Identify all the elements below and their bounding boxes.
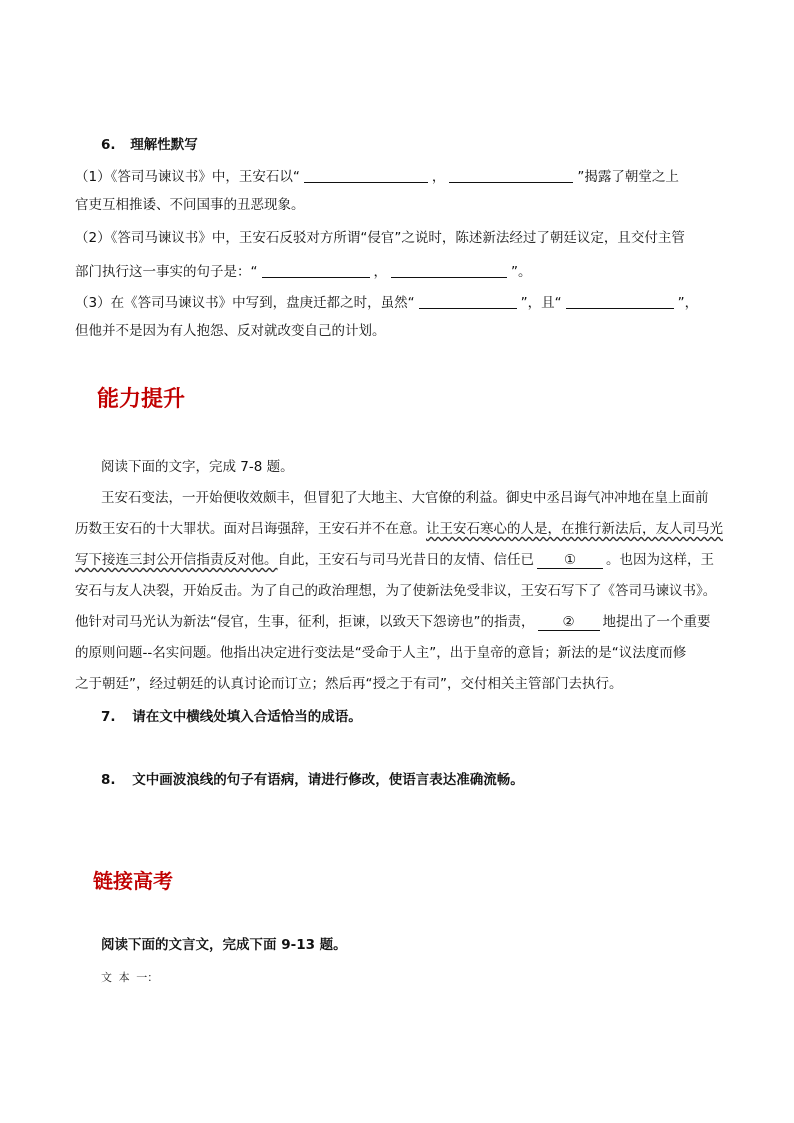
answer-blank[interactable] bbox=[419, 294, 517, 309]
exam-intro: 阅读下面的文言文，完成下面 9-13 题。 bbox=[101, 937, 347, 953]
passage-intro: 阅读下面的文字，完成 7-8 题。 bbox=[101, 459, 294, 475]
text-one-label: 文 本 一： bbox=[101, 971, 159, 984]
section-heading-ability: 能力提升 bbox=[97, 386, 186, 412]
q6-title bbox=[101, 136, 198, 154]
passage-line-7: 之于朝廷”，经过朝廷的认真讨论而订立；然后再“授之于有司”，交付相关主管部门去执行。 bbox=[75, 676, 623, 692]
q8-text: 文中画波浪线的句子有语病，请进行修改，使语言表达准确流畅。 bbox=[132, 772, 524, 788]
q6-line-5: （3）在《答司马谏议书》中写到，盘庚迁都之时，虽然“ ”，且“ ”， bbox=[75, 295, 699, 311]
q8 bbox=[101, 771, 524, 789]
q6-line-6: 但他并不是因为有人抱怨、反对就改变自己的计划。 bbox=[75, 323, 386, 339]
answer-blank[interactable] bbox=[262, 263, 370, 278]
passage-line-6: 的原则问题--名实问题。他指出决定进行变法是“受命于人主”，出于皇帝的意旨；新法的是“议法度而修 bbox=[75, 645, 687, 661]
answer-blank[interactable] bbox=[449, 168, 573, 183]
answer-blank[interactable] bbox=[566, 294, 674, 309]
q6-line-4: 部门执行这一事实的句子是：“ ， ”。 bbox=[75, 264, 532, 280]
q6-line-3: （2）《答司马谏议书》中，王安石反驳对方所谓“侵官”之说时，陈述新法经过了朝廷议定，且交付主管 bbox=[75, 230, 685, 246]
wavy-underlined-sentence: 让王安石寒心的人是，在推行新法后，友人司马光 bbox=[426, 521, 723, 537]
idiom-blank-2[interactable]: ② bbox=[538, 614, 600, 631]
wavy-underlined-sentence: 写下接连三封公开信指责反对他。 bbox=[75, 552, 278, 568]
q6-number: 6. bbox=[101, 137, 116, 153]
q8-number: 8. bbox=[101, 772, 116, 788]
passage-line-4: 安石与友人决裂，开始反击。为了自己的政治理想，为了使新法免受非议，王安石写下了《答司马谏议书》。 bbox=[75, 583, 717, 599]
q7-text: 请在文中横线处填入合适恰当的成语。 bbox=[132, 709, 362, 725]
q6-line-1: （1）《答司马谏议书》中，王安石以“ ， ”揭露了朝堂之上 bbox=[75, 169, 679, 185]
answer-blank[interactable] bbox=[304, 168, 428, 183]
passage-line-2: 历数王安石的十大罪状。面对吕诲强辞，王安石并不在意。让王安石寒心的人是，在推行新法后，友人司马光 bbox=[75, 521, 723, 537]
q7-number: 7. bbox=[101, 709, 116, 725]
idiom-blank-1[interactable]: ① bbox=[537, 552, 603, 569]
section-heading-gaokao: 链接高考 bbox=[93, 869, 173, 893]
passage-line-5: 他针对司马光认为新法“侵官，生事，征利，拒谏，以致天下怨谤也”的指责， ② 地提出了一个重要 bbox=[75, 614, 711, 630]
q6-title-text: 理解性默写 bbox=[130, 137, 198, 153]
passage-line-1: 王安石变法，一开始便收效颇丰，但冒犯了大地主、大官僚的利益。御史中丞吕诲气冲冲地在皇上面前 bbox=[101, 490, 709, 506]
answer-blank[interactable] bbox=[391, 263, 507, 278]
q7 bbox=[101, 708, 362, 726]
passage-line-3: 写下接连三封公开信指责反对他。自此，王安石与司马光昔日的友情、信任已 ① 。也因为这样，王 bbox=[75, 552, 714, 568]
q6-line-2: 官吏互相推诿、不问国事的丑恶现象。 bbox=[75, 197, 305, 213]
